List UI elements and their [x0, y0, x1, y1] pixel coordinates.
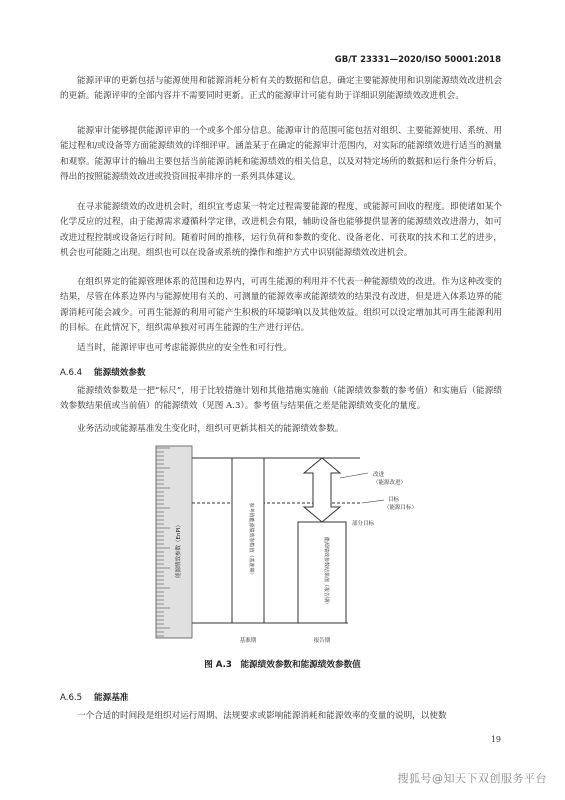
figure-caption: 图 A.3 能源绩效参数和能源绩效参数值 — [204, 660, 361, 670]
paragraph-renewable-energy: 在组织界定的能源管理体系的范围和边界内，可再生能源的利用并不代表一种能源绩效的改进。作为这种改变的结果，尽管在体系边界内与能源使用有关的、可测量的能源效率或能源绩效的结果没有改进，但是进入体系边界的能源消耗可能会减少。可再生能源的利用可能产生积极的环境影响以及其他效益。组织可以设定增加其可再生能源利用的目标。在此情况下，组织需单独对可再生能源的生产进行评估。 — [60, 277, 502, 333]
paragraph-improvement-opportunities: 在寻求能源绩效的改进机会时，组织宜考虑某一特定过程需要能源的程度，或能源可回收的程度。即使诸如某个化学反应的过程，由于能源需求遵循科学定律，改进机会有限，辅助设备也能够提供显著的能源绩效改进潜力，如可改进过程控制或设备运行时间。随着时间的推移，运行负荷和参数的变化、设备老化、可获取的技术和工艺的进步，机会也可能随之出现。组织也可以在设备或系统的操作和维护方式中识别能源绩效改进机会。 — [60, 202, 502, 258]
reference-bar-label: 参考值能源绩效参数值（基准期） — [248, 502, 254, 578]
target-leader-line — [362, 500, 384, 503]
x-label-report-period: 报告期 — [313, 638, 331, 644]
watermark: 搜狐号@知天下双创服务平台 — [397, 772, 547, 785]
ruler-scale — [156, 446, 192, 638]
report-bar — [298, 522, 346, 623]
paragraph-enpi-definition: 能源绩效参数是一把“标尺”，用于比较措施计划和其他措施实施前（能源绩效参数的参考值）和实施后（能源绩效参数结果值或当前值）的能源绩效（见图 A.3）。参考值与结果值之差是能源绩效变化的量度。 — [60, 386, 502, 412]
target-label: 目标 — [388, 497, 400, 503]
paragraph-energy-review-update: 能源评审的更新包括与能源使用和能源消耗分析有关的数据和信息，确定主要能源使用和识别能源绩效改进机会的更新。能源评审的全部内容并不需要同时更新。正式的能源审计可能有助于详细识别能源绩效改进机会。 — [60, 76, 502, 102]
page-number: 19 — [490, 735, 501, 744]
section-number: A.6.4 — [60, 368, 83, 378]
x-label-base-period: 基准期 — [239, 638, 257, 644]
target-sub-label: （能源目标） — [384, 505, 418, 511]
ruler-label: 能源绩效参数（EnPI） — [176, 522, 182, 578]
section-heading-a65 — [60, 691, 128, 703]
paragraph-baseline: 一个合适的时间段是组织对运行周期、法规要求或影响能源消耗和能源效率的变量的说明，以使数 — [77, 711, 447, 721]
improve-label: 改进 — [373, 472, 385, 478]
section-title: 能源基准 — [94, 693, 129, 703]
section-number: A.6.5 — [60, 693, 83, 703]
section-title: 能源绩效参数 — [94, 368, 146, 378]
standard-number: GB/T 23331—2020/ISO 50001:2018 — [334, 55, 501, 65]
partial-target-label: 部分目标 — [352, 521, 375, 527]
paragraph-enpi-update: 业务活动或能源基准发生变化时，组织可更新其相关的能源绩效参数。 — [77, 424, 344, 434]
improve-sub-label: （能源改进） — [373, 480, 407, 486]
paragraph-supply-security: 适当时，能源评审也可考虑能源供应的安全性和可行性。 — [77, 343, 292, 353]
paragraph-energy-audit: 能源审计能够提供能源评审的一个或多个部分信息。能源审计的范围可能包括对组织、主要能源使用、系统、用能过程和/或设备等方面能源绩效的详细评审。涵盖某于在确定的能源审计范围内，对实际的能源绩效进行适当的测量和观察。能源审计的输出主要包括当前能源消耗和能源绩效的相关信息，以及对特定场所的数据和运行条件分析后，得出的按照能源绩效改进或投资回报率排序的一系列具体建议。 — [60, 126, 502, 182]
improve-leader-line — [340, 473, 368, 478]
double-arrow-icon — [304, 458, 340, 522]
report-bar-label: 能源绩效参数结果值（报告期） — [323, 536, 329, 608]
reference-bar — [232, 458, 264, 623]
